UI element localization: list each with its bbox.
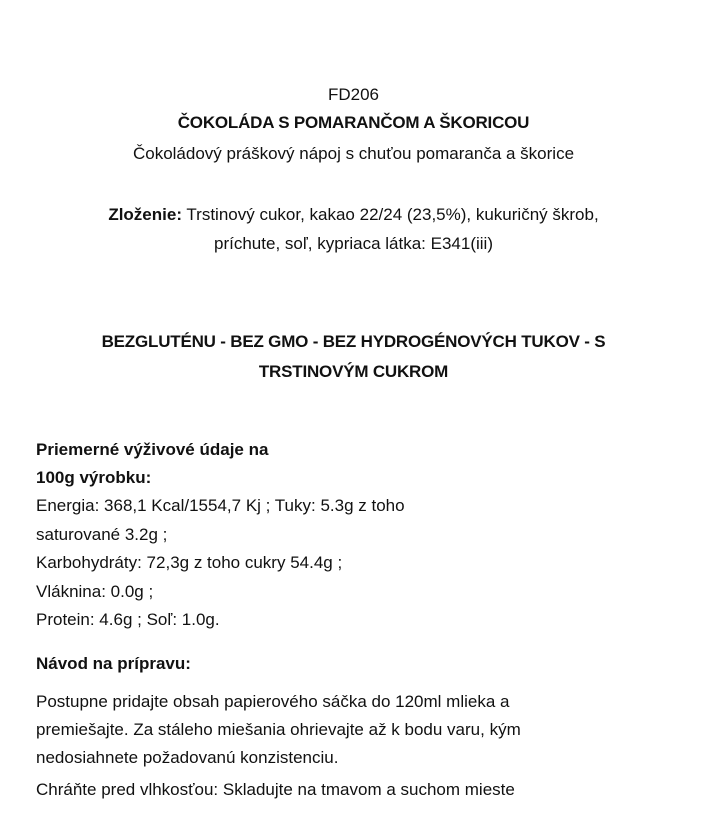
preparation-line: nedosiahnete požadovanú konzistenciu.	[36, 748, 339, 767]
product-title: ČOKOLÁDA S POMARANČOM A ŠKORICOU	[177, 113, 530, 132]
nutrition-line: saturované 3.2g ;	[36, 524, 168, 544]
nutrition-heading-2: 100g výrobku:	[36, 468, 152, 487]
preparation-heading: Návod na prípravu:	[36, 654, 191, 673]
nutrition-line: Protein: 4.6g ; Soľ: 1.0g.	[36, 610, 220, 629]
claims-block	[40, 327, 667, 387]
claims-line-1: BEZGLUTÉNU - BEZ GMO - BEZ HYDROGÉNOVÝCH TUKOV - S	[101, 332, 606, 351]
nutrition-block	[36, 436, 676, 635]
product-code: FD206	[327, 85, 380, 104]
ingredients-label: Zloženie:	[108, 205, 182, 224]
storage-note: Chráňte pred vlhkosťou: Skladujte na tmavom a suchom mieste	[36, 780, 515, 799]
nutrition-heading-1: Priemerné výživové údaje na	[36, 440, 269, 459]
ingredients-block	[40, 200, 667, 258]
preparation-block	[36, 650, 676, 772]
nutrition-line: Karbohydráty: 72,3g z toho cukry 54.4g ;	[36, 553, 343, 572]
ingredients-line-2: príchute, soľ, kypriaca látka: E341(iii)	[214, 234, 493, 253]
ingredients-line-1	[40, 200, 667, 229]
preparation-line: Postupne pridajte obsah papierového sáčka do 120ml mlieka a	[36, 692, 510, 711]
product-subtitle: Čokoládový práškový nápoj s chuťou pomaranča a škorice	[132, 144, 575, 163]
preparation-line: premiešajte. Za stáleho miešania ohrievajte až k bodu varu, kým	[36, 720, 521, 739]
nutrition-line: Energia: 368,1 Kcal/1554,7 Kj ; Tuky: 5.3g z toho	[36, 496, 405, 515]
ingredients-text-1: Trstinový cukor, kakao 22/24 (23,5%), kukuričný škrob,	[181, 205, 599, 224]
claims-line-2: TRSTINOVÝM CUKROM	[258, 362, 449, 381]
nutrition-line: Vláknina: 0.0g ;	[36, 581, 154, 601]
